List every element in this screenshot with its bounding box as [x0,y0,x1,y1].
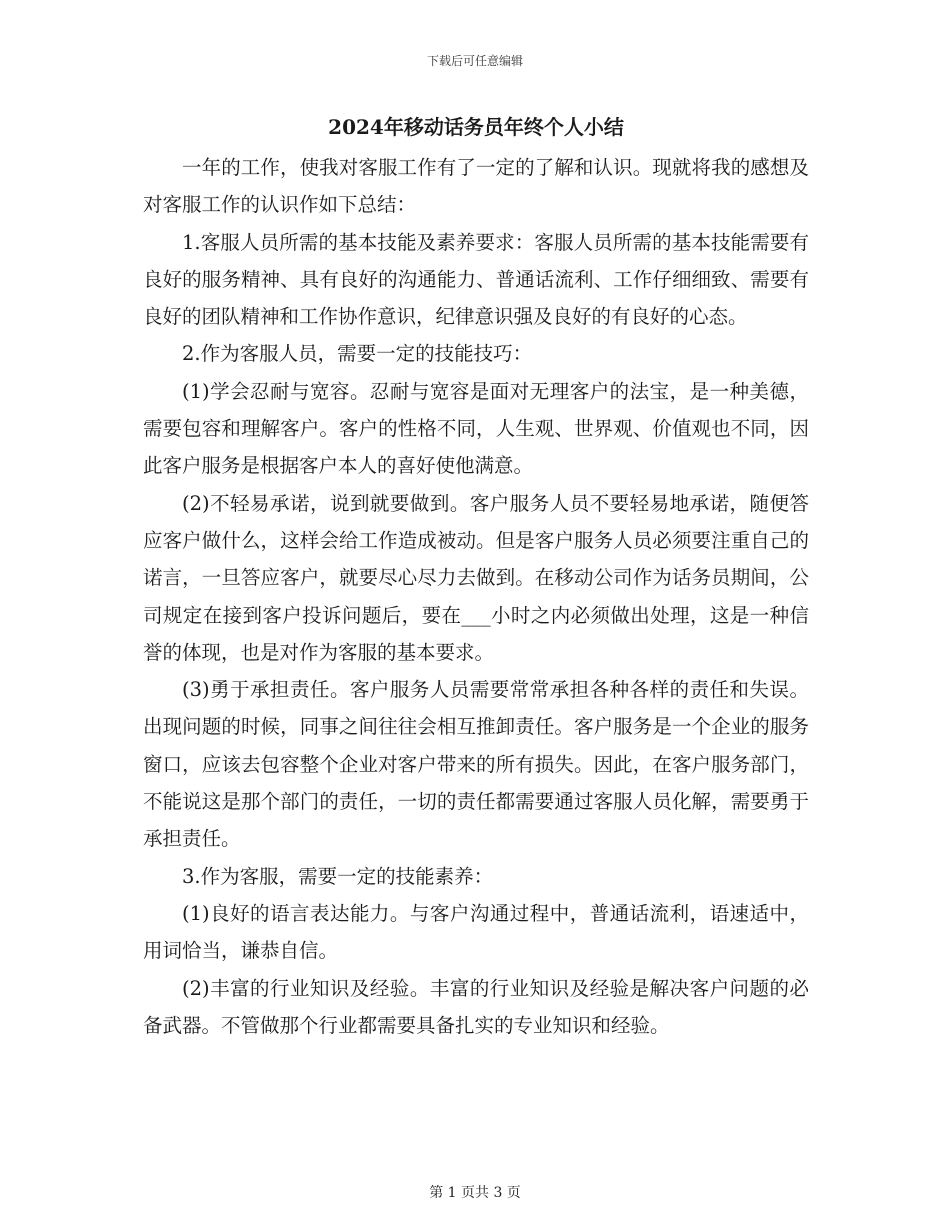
header-note: 下载后可任意编辑 [426,54,523,68]
paragraph-section-2-heading: 2.作为客服人员，需要一定的技能技巧： [182,342,533,366]
paragraph-intro: 一年的工作，使我对客服工作有了一定的了解和认识。现就将我的感想及对客服工作的认识作如下总结： [143,156,809,217]
paragraph-section-3-heading: 3.作为客服，需要一定的技能素养： [182,864,494,888]
document-title: 2024年移动话务员年终个人小结 [328,115,624,139]
paragraph-section-3-item-2: (2)丰富的行业知识及经验。丰富的行业知识及经验是解决客户问题的必备武器。不管做那个行业都需要具备扎实的专业知识和经验。 [143,976,809,1037]
paragraph-section-2-item-2: (2)不轻易承诺，说到就要做到。客户服务人员不要轻易地承诺，随便答应客户做什么，这样会给工作造成被动。但是客户服务人员必须要注重自己的诺言，一旦答应客户，就要尽心尽力去做到。在移动公司作为话务员期间，公司规定在接到客户投诉问题后，要在___小时之内必须做出处理，这是一种信誉的体现，也是对作为客服的基本要求。 [143,491,809,664]
document-body [143,111,809,1044]
page-number-footer: 第 1 页共 3 页 [429,1185,521,1201]
paragraph-section-2-item-1: (1)学会忍耐与宽容。忍耐与宽容是面对无理客户的法宝，是一种美德，需要包容和理解客户。客户的性格不同，人生观、世界观、价值观也不同，因此客户服务是根据客户本人的喜好使他满意。 [143,379,809,478]
paragraph-section-3-item-1: (1)良好的语言表达能力。与客户沟通过程中，普通话流利，语速适中，用词恰当，谦恭自信。 [143,901,809,963]
paragraph-section-2-item-3: (3)勇于承担责任。客户服务人员需要常常承担各种各样的责任和失误。出现问题的时候，同事之间往往会相互推卸责任。客户服务是一个企业的服务窗口，应该去包容整个企业对客户带来的所有损失。因此，在客户服务部门，不能说这是那个部门的责任，一切的责任都需要通过客服人员化解，需要勇于承担责任。 [143,678,809,851]
paragraph-section-1: 1.客服人员所需的基本技能及素养要求：客服人员所需的基本技能需要有良好的服务精神、具有良好的沟通能力、普通话流利、工作仔细细致、需要有良好的团队精神和工作协作意识，纪律意识强及良好的有良好的心态。 [143,230,809,329]
